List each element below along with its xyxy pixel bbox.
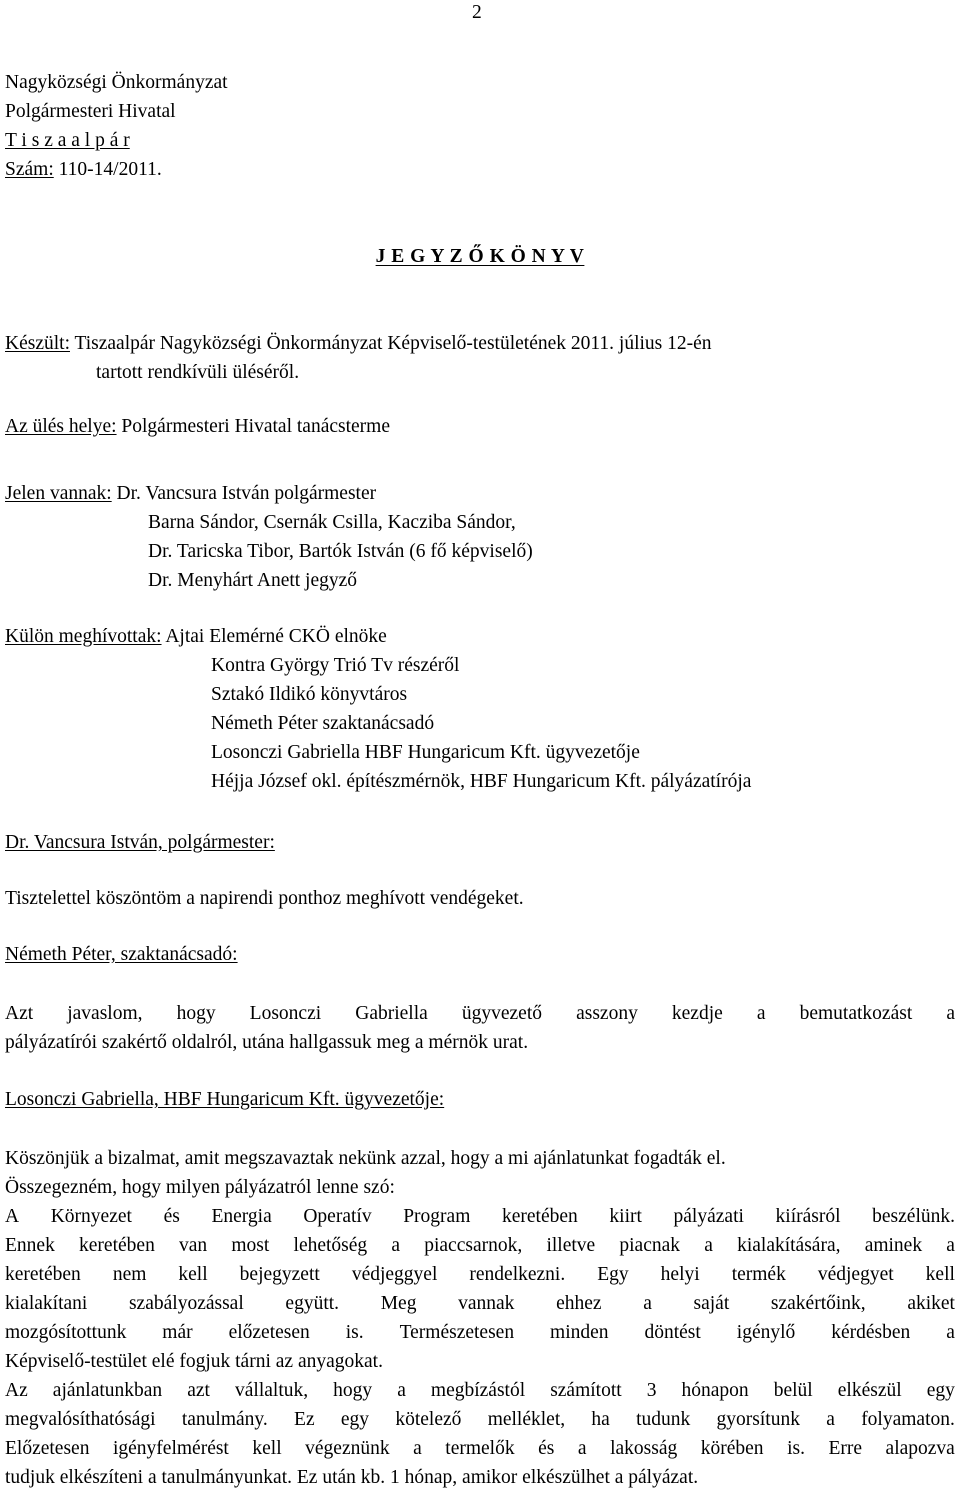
present-label: Jelen vannak:	[5, 483, 112, 504]
present-member-2: Barna Sándor, Csernák Csilla, Kacziba Sándor,	[148, 512, 516, 533]
speaker-mayor: Dr. Vancsura István, polgármester:	[5, 832, 275, 853]
invited-item: Ajtai Elemérné CKÖ elnöke	[161, 626, 387, 647]
speech-manager-line: mozgósítottunk már előzetesen is. Természetesen minden döntést igénylő kérdésben a	[5, 1322, 955, 1343]
present-member-3: Dr. Taricska Tibor, Bartók István (6 fő képviselő)	[148, 541, 533, 562]
page-number: 2	[472, 2, 482, 23]
speech-manager-line: megvalósíthatósági tanulmány. Ez egy kötelező melléklet, ha tudunk gyorsítunk a folyamaton.	[5, 1409, 955, 1430]
invited-item: Losonczi Gabriella HBF Hungaricum Kft. ügyvezetője	[211, 742, 640, 763]
speaker-manager: Losonczi Gabriella, HBF Hungaricum Kft. ügyvezetője:	[5, 1089, 445, 1110]
speech-manager-line: keretében nem kell bejegyzett védjeggyel rendelkezni. Egy helyi termék védjegyet kell	[5, 1264, 955, 1285]
invited-label: Külön meghívottak:	[5, 626, 162, 647]
invited-item: Sztakó Ildikó könyvtáros	[211, 684, 408, 705]
invited-item: Németh Péter szaktanácsadó	[211, 713, 435, 734]
made-line-2: tartott rendkívüli üléséről.	[96, 362, 300, 383]
present-member-4: Dr. Menyhárt Anett jegyző	[148, 570, 358, 591]
made-label: Készült:	[5, 333, 70, 354]
speaker-consultant: Németh Péter, szaktanácsadó:	[5, 944, 238, 965]
speech-consultant-line: Azt javaslom, hogy Losonczi Gabriella ügyvezető asszony kezdje a bemutatkozást a	[5, 1003, 955, 1024]
speech-manager-line: A Környezet és Energia Operatív Program keretében kiirt pályázati kiírásról beszélünk.	[5, 1206, 955, 1227]
location-line	[5, 412, 390, 441]
document-title-text: J E G Y Z Ő K Ö N Y V	[375, 246, 585, 267]
speech-manager-line: Összegezném, hogy milyen pályázatról lenne szó:	[5, 1177, 395, 1198]
speech-manager-line: tudjuk elkészíteni a tanulmányunkat. Ez után kb. 1 hónap, amikor elkészülhet a pályázat.	[5, 1467, 699, 1488]
speech-manager-line: Köszönjük a bizalmat, amit megszavaztak nekünk azzal, hogy a mi ajánlatunkat fogadták el.	[5, 1148, 726, 1169]
invited-item: Kontra György Trió Tv részéről	[211, 655, 460, 676]
document-title	[0, 242, 960, 271]
invited-line	[5, 622, 387, 651]
speech-manager-line: Ennek keretében van most lehetőség a piaccsarnok, illetve piacnak a kialakítására, aminek a	[5, 1235, 955, 1256]
speech-mayor: Tisztelettel köszöntöm a napirendi ponthoz meghívott vendégeket.	[5, 888, 524, 909]
location-label: Az ülés helye:	[5, 416, 117, 437]
speech-consultant-line: pályázatírói szakértő oldalról, utána hallgassuk meg a mérnök urat.	[5, 1032, 529, 1053]
present-member-1: Dr. Vancsura István polgármester	[111, 483, 377, 504]
speech-manager-line: Képviselő-testület elé fogjuk tárni az anyagokat.	[5, 1351, 383, 1372]
speech-manager-line: Előzetesen igényfelmérést kell végeznünk a termelők és a lakosság körében is. Erre alapozva	[5, 1438, 955, 1459]
made-text: Tiszaalpár Nagyközségi Önkormányzat Képviselő-testületének 2011. július 12-én	[69, 333, 712, 354]
invited-item: Héjja József okl. építészmérnök, HBF Hungaricum Kft. pályázatírója	[211, 771, 752, 792]
speech-manager-line: kialakítani szabályozással együtt. Meg vannak ehhez a saját szakértőink, akiket	[5, 1293, 955, 1314]
reference-number	[5, 155, 162, 184]
org-name: Nagyközségi Önkormányzat	[5, 72, 228, 93]
made-line	[5, 329, 712, 358]
speech-manager-line: Az ajánlatunkban azt vállaltuk, hogy a megbízástól számított 3 hónapon belül elkészül egy	[5, 1380, 955, 1401]
reference-number-label: Szám:	[5, 159, 54, 180]
location-value: Polgármesteri Hivatal tanácsterme	[116, 416, 390, 437]
town-name: T i s z a a l p á r	[5, 130, 130, 151]
present-line	[5, 479, 376, 508]
reference-number-value: 110-14/2011.	[53, 159, 162, 180]
office-name: Polgármesteri Hivatal	[5, 101, 176, 122]
